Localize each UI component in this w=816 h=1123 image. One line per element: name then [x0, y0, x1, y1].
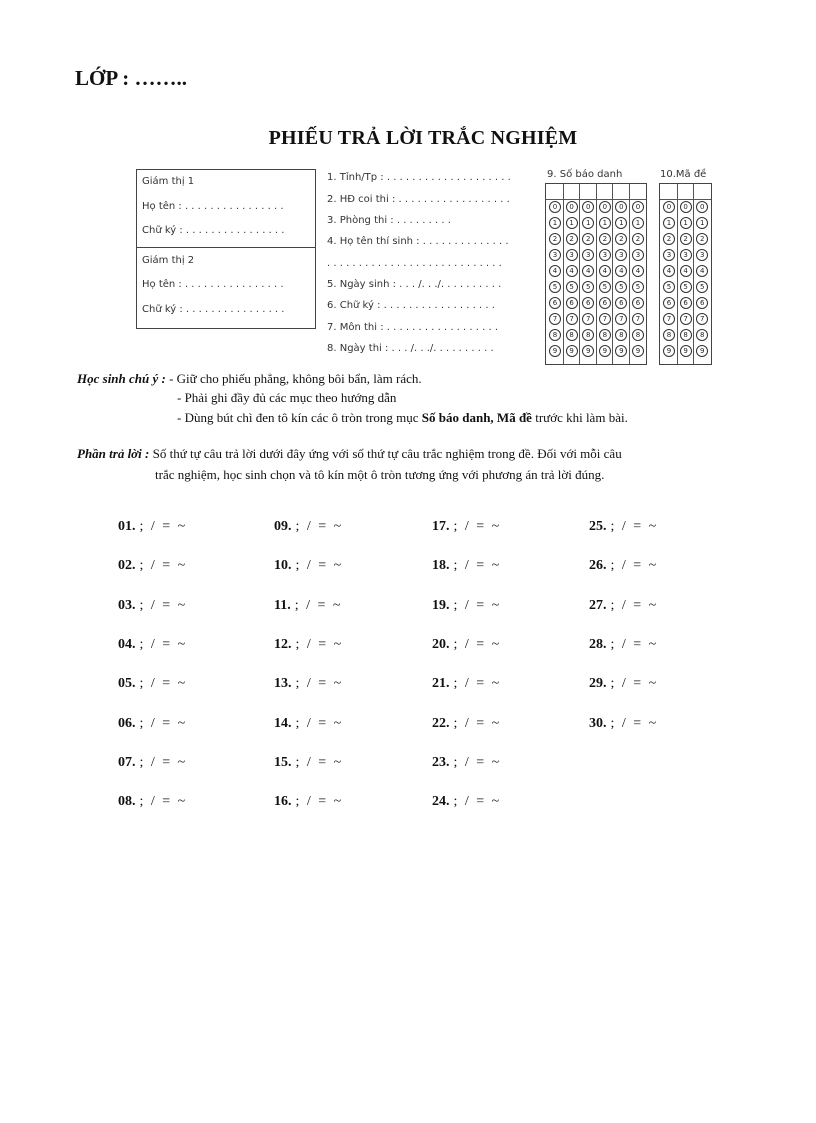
proctor-1-title: Giám thị 1	[142, 176, 195, 187]
student-id-bubble[interactable]: 7	[632, 313, 644, 325]
question-number: 21.	[432, 676, 450, 692]
question-number: 10.	[274, 558, 292, 574]
student-id-bubble[interactable]: 3	[599, 249, 611, 261]
exam-code-bubble[interactable]: 1	[696, 217, 708, 229]
question-number: 18.	[432, 558, 450, 574]
answer-options[interactable]: ; / = ~	[294, 597, 343, 613]
student-id-bubble[interactable]: 1	[582, 217, 594, 229]
question-item[interactable]	[589, 519, 658, 535]
student-id-bubble[interactable]: 6	[599, 297, 611, 309]
student-id-bubble[interactable]: 7	[582, 313, 594, 325]
exam-code-bubble[interactable]: 6	[680, 297, 692, 309]
student-note-text-3b: Số báo danh, Mã đề	[421, 410, 532, 425]
exam-code-bubble[interactable]: 2	[696, 233, 708, 245]
student-id-bubble[interactable]: 2	[549, 233, 561, 245]
question-item[interactable]	[118, 598, 187, 614]
student-id-bubble[interactable]: 1	[566, 217, 578, 229]
field-exam-date[interactable]: 8. Ngày thi : . . . /. . ./. . . . . . . . . .	[327, 343, 494, 354]
student-id-title: 9. Số báo danh	[547, 169, 623, 180]
question-item[interactable]	[274, 637, 343, 653]
exam-code-column-divider	[677, 184, 678, 364]
student-id-bubble[interactable]: 4	[582, 265, 594, 277]
student-id-bubble[interactable]: 2	[615, 233, 627, 245]
exam-code-bubble[interactable]: 3	[696, 249, 708, 261]
student-id-bubble[interactable]: 9	[615, 345, 627, 357]
question-item[interactable]	[118, 755, 187, 771]
question-item[interactable]	[274, 598, 342, 614]
student-id-bubble[interactable]: 8	[566, 329, 578, 341]
question-number: 12.	[274, 636, 292, 652]
student-id-bubble[interactable]: 8	[615, 329, 627, 341]
field-candidate-name[interactable]: 4. Họ tên thí sinh : . . . . . . . . . . . . . .	[327, 236, 509, 247]
question-item[interactable]	[118, 716, 187, 732]
answer-options[interactable]: ; / = ~	[453, 676, 502, 692]
exam-code-title: 10.Mã đề	[660, 169, 707, 180]
student-id-bubble[interactable]: 4	[566, 265, 578, 277]
question-item[interactable]	[589, 598, 658, 614]
question-item[interactable]	[118, 676, 187, 692]
student-id-bubble[interactable]: 1	[632, 217, 644, 229]
question-number: 27.	[589, 597, 607, 613]
answer-note-label: Phần trả lời :	[77, 446, 150, 461]
student-id-column-divider	[629, 184, 630, 364]
student-id-bubble[interactable]: 4	[599, 265, 611, 277]
exam-code-bubble[interactable]: 8	[663, 329, 675, 341]
question-item[interactable]	[432, 598, 501, 614]
exam-code-header-separator	[660, 199, 711, 200]
question-item[interactable]	[432, 519, 501, 535]
proctor-2-title: Giám thị 2	[142, 255, 195, 266]
answer-note-line-2: trắc nghiệm, học sinh chọn và tô kín một ô tròn tương ứng với phương án trả lời đúng.	[155, 467, 605, 482]
question-item[interactable]	[432, 637, 501, 653]
exam-code-bubble[interactable]: 4	[680, 265, 692, 277]
student-id-bubble[interactable]: 0	[549, 201, 561, 213]
question-number: 07.	[118, 754, 136, 770]
student-id-bubble[interactable]: 9	[549, 345, 561, 357]
question-number: 13.	[274, 676, 292, 692]
question-number: 06.	[118, 715, 136, 731]
student-id-bubble[interactable]: 2	[582, 233, 594, 245]
student-id-bubble[interactable]: 8	[549, 329, 561, 341]
proctor-2-name[interactable]: Họ tên : . . . . . . . . . . . . . . . .	[142, 279, 284, 290]
proctor-2-signature[interactable]: Chữ ký : . . . . . . . . . . . . . . . .	[142, 304, 285, 315]
student-id-bubble[interactable]: 7	[549, 313, 561, 325]
question-number: 16.	[274, 794, 292, 810]
exam-code-bubble[interactable]: 4	[696, 265, 708, 277]
student-id-bubble[interactable]: 2	[599, 233, 611, 245]
answer-options[interactable]: ; / = ~	[295, 754, 344, 770]
student-id-bubble[interactable]: 0	[582, 201, 594, 213]
exam-code-bubble[interactable]: 9	[663, 345, 675, 357]
student-id-column-divider	[612, 184, 613, 364]
student-id-bubble[interactable]: 0	[615, 201, 627, 213]
answer-options[interactable]: ; / = ~	[139, 715, 188, 731]
question-number: 08.	[118, 794, 136, 810]
answer-options[interactable]: ; / = ~	[295, 676, 344, 692]
answer-options[interactable]: ; / = ~	[453, 597, 502, 613]
question-number: 01.	[118, 519, 136, 534]
field-candidate-name-cont[interactable]: . . . . . . . . . . . . . . . . . . . . . . . . . . . .	[327, 258, 502, 269]
student-note-text-3a: - Dùng bút chì đen tô kín các ô tròn trong mục	[177, 410, 422, 425]
exam-code-grid	[659, 183, 712, 365]
answer-options[interactable]: ; / = ~	[610, 597, 659, 613]
student-id-bubble[interactable]: 3	[615, 249, 627, 261]
student-id-bubble[interactable]: 2	[632, 233, 644, 245]
answer-options[interactable]: ; / = ~	[453, 754, 502, 770]
question-item[interactable]	[432, 676, 501, 692]
question-item[interactable]	[432, 794, 501, 810]
student-id-bubble[interactable]: 1	[599, 217, 611, 229]
question-item[interactable]	[589, 558, 658, 574]
question-number: 03.	[118, 597, 136, 613]
question-number: 09.	[274, 519, 292, 534]
answer-options[interactable]: ; / = ~	[295, 558, 344, 574]
exam-code-bubble[interactable]: 6	[663, 297, 675, 309]
answer-options[interactable]: ; / = ~	[295, 715, 344, 731]
proctor-divider	[137, 247, 315, 248]
question-number: 20.	[432, 636, 450, 652]
question-number: 14.	[274, 715, 292, 731]
answer-options[interactable]: ; / = ~	[295, 794, 344, 810]
exam-code-bubble[interactable]: 0	[663, 201, 675, 213]
question-number: 30.	[589, 715, 607, 731]
exam-code-bubble[interactable]: 7	[680, 313, 692, 325]
answer-options[interactable]: ; / = ~	[295, 519, 344, 534]
student-id-bubble[interactable]: 9	[582, 345, 594, 357]
field-province[interactable]: 1. Tỉnh/Tp : . . . . . . . . . . . . . . . . . . . .	[327, 172, 511, 183]
student-id-bubble[interactable]: 3	[549, 249, 561, 261]
question-item[interactable]	[274, 794, 343, 810]
question-item[interactable]	[274, 558, 343, 574]
field-subject[interactable]: 7. Môn thi : . . . . . . . . . . . . . . . . . .	[327, 322, 499, 333]
answer-options[interactable]: ; / = ~	[295, 636, 344, 652]
question-item[interactable]	[274, 755, 343, 771]
question-number: 17.	[432, 519, 450, 534]
student-id-column-divider	[596, 184, 597, 364]
proctor-box	[136, 169, 316, 329]
question-item[interactable]	[274, 716, 343, 732]
student-id-bubble[interactable]: 0	[599, 201, 611, 213]
answer-options[interactable]: ; / = ~	[610, 558, 659, 574]
student-id-bubble[interactable]: 5	[549, 281, 561, 293]
field-birthdate[interactable]: 5. Ngày sinh : . . . /. . ./. . . . . . . . . .	[327, 279, 502, 290]
student-id-bubble[interactable]: 9	[599, 345, 611, 357]
student-id-bubble[interactable]: 1	[615, 217, 627, 229]
question-number: 23.	[432, 754, 450, 770]
student-id-bubble[interactable]: 6	[615, 297, 627, 309]
question-number: 04.	[118, 636, 136, 652]
question-number: 15.	[274, 754, 292, 770]
question-number: 22.	[432, 715, 450, 731]
exam-code-bubble[interactable]: 4	[663, 265, 675, 277]
answer-options[interactable]: ; / = ~	[139, 636, 188, 652]
exam-code-bubble[interactable]: 1	[663, 217, 675, 229]
student-id-grid	[545, 183, 647, 365]
student-id-bubble[interactable]: 3	[582, 249, 594, 261]
answer-options[interactable]: ; / = ~	[453, 519, 502, 534]
question-number: 26.	[589, 558, 607, 574]
student-id-bubble[interactable]: 3	[632, 249, 644, 261]
student-id-bubble[interactable]: 8	[599, 329, 611, 341]
student-id-bubble[interactable]: 4	[549, 265, 561, 277]
answer-note-line-1	[77, 446, 622, 462]
question-number: 29.	[589, 676, 607, 692]
answer-options[interactable]: ; / = ~	[453, 794, 502, 810]
class-label: LỚP : ……..	[75, 66, 188, 90]
exam-code-bubble[interactable]: 2	[680, 233, 692, 245]
exam-code-bubble[interactable]: 2	[663, 233, 675, 245]
student-id-bubble[interactable]: 8	[582, 329, 594, 341]
question-item[interactable]	[432, 716, 501, 732]
question-item[interactable]	[589, 676, 658, 692]
answer-options[interactable]: ; / = ~	[453, 558, 502, 574]
exam-code-bubble[interactable]: 3	[663, 249, 675, 261]
student-id-bubble[interactable]: 6	[582, 297, 594, 309]
student-note-line-1	[77, 371, 422, 387]
exam-code-bubble[interactable]: 0	[696, 201, 708, 213]
exam-code-bubble[interactable]: 6	[696, 297, 708, 309]
exam-code-bubble[interactable]: 5	[680, 281, 692, 293]
answer-options[interactable]: ; / = ~	[139, 558, 188, 574]
student-id-bubble[interactable]: 0	[566, 201, 578, 213]
question-number: 24.	[432, 794, 450, 810]
question-item[interactable]	[432, 558, 501, 574]
answer-options[interactable]: ; / = ~	[139, 597, 188, 613]
answer-note-text-1: Số thứ tự câu trả lời dưới đây ứng với số thứ tự câu trắc nghiệm trong đề. Đối với mỗi câu	[149, 446, 622, 461]
answer-options[interactable]: ; / = ~	[610, 676, 659, 692]
student-note-line-3	[177, 410, 628, 426]
exam-code-bubble[interactable]: 9	[680, 345, 692, 357]
answer-options[interactable]: ; / = ~	[610, 715, 659, 731]
answer-options[interactable]: ; / = ~	[453, 636, 502, 652]
answer-options[interactable]: ; / = ~	[139, 794, 188, 810]
exam-code-bubble[interactable]: 8	[696, 329, 708, 341]
student-id-bubble[interactable]: 6	[549, 297, 561, 309]
question-item[interactable]	[118, 519, 187, 535]
exam-code-bubble[interactable]: 7	[663, 313, 675, 325]
student-id-column-divider	[563, 184, 564, 364]
question-item[interactable]	[589, 716, 658, 732]
student-note-text-1: - Giữ cho phiếu phẳng, không bôi bẩn, làm rách.	[165, 371, 422, 386]
question-number: 28.	[589, 636, 607, 652]
question-item[interactable]	[432, 755, 501, 771]
student-id-bubble[interactable]: 5	[615, 281, 627, 293]
field-exam-council[interactable]: 2. HĐ coi thi : . . . . . . . . . . . . . . . . . .	[327, 194, 510, 205]
student-id-bubble[interactable]: 4	[615, 265, 627, 277]
student-id-bubble[interactable]: 9	[566, 345, 578, 357]
student-id-bubble[interactable]: 3	[566, 249, 578, 261]
student-id-bubble[interactable]: 8	[632, 329, 644, 341]
student-id-bubble[interactable]: 7	[615, 313, 627, 325]
question-item[interactable]	[274, 676, 343, 692]
student-id-bubble[interactable]: 5	[566, 281, 578, 293]
student-note-line-2: - Phải ghi đầy đủ các mục theo hướng dẫn	[177, 390, 397, 405]
proctor-1-signature[interactable]: Chữ ký : . . . . . . . . . . . . . . . .	[142, 225, 285, 236]
field-room[interactable]: 3. Phòng thi : . . . . . . . . .	[327, 215, 451, 226]
exam-code-bubble[interactable]: 3	[680, 249, 692, 261]
proctor-1-name[interactable]: Họ tên : . . . . . . . . . . . . . . . .	[142, 201, 284, 212]
student-id-bubble[interactable]: 4	[632, 265, 644, 277]
question-item[interactable]	[118, 637, 187, 653]
student-id-bubble[interactable]: 7	[566, 313, 578, 325]
exam-code-bubble[interactable]: 1	[680, 217, 692, 229]
student-id-bubble[interactable]: 0	[632, 201, 644, 213]
answer-options[interactable]: ; / = ~	[610, 636, 659, 652]
question-item[interactable]	[274, 519, 343, 535]
student-id-bubble[interactable]: 6	[566, 297, 578, 309]
exam-code-bubble[interactable]: 5	[663, 281, 675, 293]
answer-options[interactable]: ; / = ~	[139, 519, 188, 534]
question-number: 19.	[432, 597, 450, 613]
exam-code-bubble[interactable]: 7	[696, 313, 708, 325]
student-note-label: Học sinh chú ý :	[77, 371, 166, 386]
student-note-text-3c: trước khi làm bài.	[531, 410, 628, 425]
student-id-column-divider	[579, 184, 580, 364]
question-item[interactable]	[118, 558, 187, 574]
question-number: 25.	[589, 519, 607, 534]
field-signature[interactable]: 6. Chữ ký : . . . . . . . . . . . . . . . . . .	[327, 300, 495, 311]
question-number: 05.	[118, 676, 136, 692]
answer-options[interactable]: ; / = ~	[453, 715, 502, 731]
exam-code-bubble[interactable]: 8	[680, 329, 692, 341]
student-id-bubble[interactable]: 5	[599, 281, 611, 293]
question-item[interactable]	[118, 794, 187, 810]
exam-code-bubble[interactable]: 5	[696, 281, 708, 293]
answer-options[interactable]: ; / = ~	[139, 676, 188, 692]
exam-code-bubble[interactable]: 0	[680, 201, 692, 213]
answer-options[interactable]: ; / = ~	[139, 754, 188, 770]
page-title: PHIẾU TRẢ LỜI TRẮC NGHIỆM	[268, 127, 578, 149]
student-id-bubble[interactable]: 9	[632, 345, 644, 357]
student-id-bubble[interactable]: 2	[566, 233, 578, 245]
exam-code-bubble[interactable]: 9	[696, 345, 708, 357]
student-id-bubble[interactable]: 6	[632, 297, 644, 309]
answer-options[interactable]: ; / = ~	[610, 519, 659, 534]
student-id-bubble[interactable]: 5	[582, 281, 594, 293]
student-id-bubble[interactable]: 5	[632, 281, 644, 293]
question-number: 02.	[118, 558, 136, 574]
question-item[interactable]	[589, 637, 658, 653]
question-number: 11.	[274, 597, 291, 613]
exam-code-column-divider	[693, 184, 694, 364]
student-id-bubble[interactable]: 1	[549, 217, 561, 229]
student-id-bubble[interactable]: 7	[599, 313, 611, 325]
